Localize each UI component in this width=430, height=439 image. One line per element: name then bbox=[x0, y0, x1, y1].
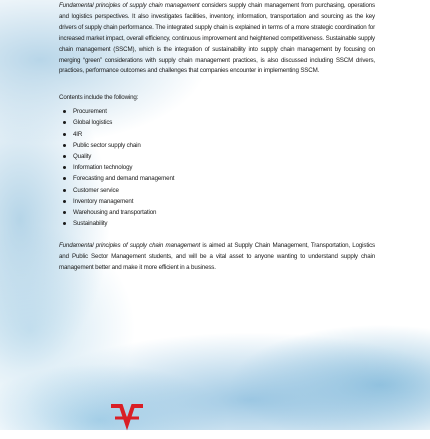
contents-heading: Contents include the following: bbox=[59, 94, 139, 102]
list-item: Global logistics bbox=[73, 117, 375, 128]
audience-paragraph bbox=[59, 241, 375, 274]
list-item: Forecasting and demand management bbox=[73, 173, 375, 184]
contents-list bbox=[59, 106, 375, 229]
intro-paragraph bbox=[59, 1, 375, 77]
list-item: Information technology bbox=[73, 162, 375, 173]
list-item: Sustainability bbox=[73, 218, 375, 229]
list-item: Public sector supply chain bbox=[73, 140, 375, 151]
book-title-italic: Fundamental principles of supply chain management bbox=[59, 2, 200, 9]
intro-text: considers supply chain management from purchasing, operations and logistics perspectives. It also investigates facilities, inventory, information, transportation and sourcing as the key drivers of supply chain performance. The integrated supply chain is explained in terms of a more strategic coordination for increased market impact, overall efficiency, continuous improvement and heightened competitiveness. Sustainable supply chain management (SSCM), which is the integration of sustainability into supply chain management by focusing on merging “green” considerations with supply chain management practices, is also discussed including SSCM drivers, practices, performance outcomes and challenges that companies encounter in implementing SSCM. bbox=[59, 2, 375, 75]
list-item: Quality bbox=[73, 151, 375, 162]
publisher-logo bbox=[109, 404, 145, 439]
audience-text: is aimed at Supply Chain Management, Transportation, Logistics and Public Sector Management students, and will be a vital asset to anyone wanting to understand supply chain management better and make it more efficient in a business. bbox=[59, 242, 375, 272]
back-cover-text bbox=[59, 1, 375, 274]
list-item: Inventory management bbox=[73, 196, 375, 207]
list-item: 4IR bbox=[73, 129, 375, 140]
list-item: Warehousing and transportation bbox=[73, 207, 375, 218]
list-item: Customer service bbox=[73, 185, 375, 196]
book-title-italic: Fundamental principles of supply chain management bbox=[59, 242, 201, 250]
list-item: Procurement bbox=[73, 106, 375, 117]
